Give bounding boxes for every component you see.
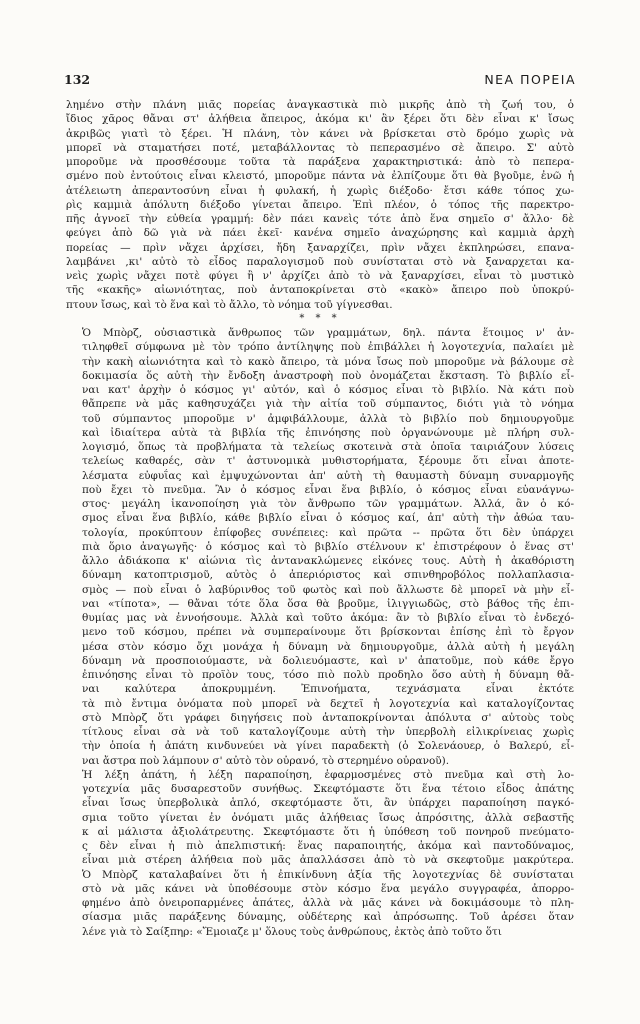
text-line: λαμβάνει ,κι' αὐτὸ τὸ εἶδος παραλογισμοῦ ποὺ συνίσταται στὸ νὰ ξαναρχεται κα- — [66, 255, 574, 268]
text-line: τοῦ σύμπαντος μποροῦμε ν' ἀμφιβάλλουμε, ἀλλὰ τὸ βιβλίο ποὺ δημιουργοῦμε — [82, 412, 574, 425]
running-header — [64, 72, 576, 87]
text-line: σμια τοῦτο γίνεται ἐν ὀνόματι μιᾶς ἀλήθειας ἴσως ἀπρόσιτης, ἀλλὰ σεβαστῆς — [82, 811, 574, 824]
text-line: ἄλλο ἀδιάκοπα κ' αἰώνια τὶς ἀντανακλώμενες εἰκόνες τους. Αὐτὴ ἡ ἀκαθόριστη — [82, 555, 574, 567]
text-line: λένε γιὰ τὸ Σαίξπηρ: «Ἔμοιαζε μ' ὅλους τοὺς ἀνθρώπους, ἐκτὸς ἀπὸ τοῦτο ὅτι — [82, 925, 502, 938]
text-line: πτουν ἴσως, καὶ τὸ ἕνα καὶ τὸ ἄλλο, τὸ νόημα τοῦ γίγνεσθαι. — [66, 298, 393, 311]
text-line: ναι κατ' ἀρχὴν ὁ κόσμος γι' αὐτόν, καὶ ὁ κόσμος εἶναι τὸ βιβλίο. Νὰ κάτι ποὺ — [82, 384, 574, 396]
text-line: ρὶς καμμιὰ ἀπόλυτη διέξοδο γίνεται ἄπειρο. Ἐπὶ πλέον, ὁ τόπος τῆς παρεκτρο- — [66, 198, 574, 211]
text-line: τολογία, προκύπτουν ἐπίφοβες συνέπειες: καὶ πρῶτα -- πρῶτα ὅτι δὲν ὑπάρχει — [82, 526, 574, 539]
text-line: φημένο ἀπὸ ὀνειροπαρμένες ἀπάτες, ἀλλὰ νὰ μᾶς κάνει νὰ δοκιμάσουμε τὸ πλη- — [82, 897, 574, 909]
text-line: γοτεχνία μᾶς δυσαρεστοῦν συνήθως. Σκεφτόμαστε ὅτι ἕνα τέτοιο εἶδος ἀπάτης — [82, 783, 574, 795]
text-line: στος· μεγάλη ἱκανοποίηση γιὰ τὸν ἄνθρωπο τῶν γραμμάτων. Ἀλλά, ἂν ὁ κό- — [82, 498, 574, 510]
text-line: Ὁ Μπὸρζ, οὐσιαστικὰ ἄνθρωπος τῶν γραμμάτων, δηλ. πάντα ἕτοιμος ν' ἀν- — [82, 327, 574, 339]
text-line: φεύγει ἀπὸ δῶ γιὰ νὰ πάει ἐκεῖ· κανένα σημεῖο ἀναχώρησης καὶ καμμιὰ ἀρχὴ — [66, 227, 574, 240]
text-line: σμένο ποὺ ἐντούτοις εἶναι κλειστό, μποροῦμε πάντα νὰ ἐλπίζουμε ὅτι θὰ βγοῦμε, ἐνῶ ἡ — [66, 170, 574, 183]
text-line: μενο τοῦ κόσμου, πρέπει νὰ συμπεραίνουμε ὅτι βρίσκονται ἐπίσης ἐπὶ τὸ ἔργον — [82, 626, 574, 639]
page-number: 132 — [64, 72, 91, 87]
text-line: θἄπρεπε νὰ μᾶς καθησυχάζει γιὰ τὴν αἰτία τοῦ σύμπαντος, διότι γιὰ τὸ νόημα — [82, 398, 574, 411]
text-line: πορείας — πρὶν νἄχει ἀρχίσει, ἤδη ξαναρχίζει, πρὶν νἄχει ἐκπληρώσει, επανα- — [66, 241, 574, 254]
text-line: καὶ ἰδιαίτερα αὐτὰ τὰ βιβλία τῆς ἐπινόησης ποὺ ὀργανώνουμε μὲ πλήρη συλ- — [82, 426, 574, 439]
paragraph-3 — [66, 768, 574, 939]
text-line: στὸ νὰ μᾶς κάνει νὰ ὑποθέσουμε στὸν κόσμο ἕνα μεγάλο συγγραφέα, ἀπορρο- — [82, 882, 574, 895]
text-line: σίασμα μιᾶς παράξενης δύναμης, οὐδέτερης καὶ ἀπρόσωπης. Τοῦ ἀρέσει ὅταν — [82, 911, 574, 924]
text-line: πῆς ἀγνοεῖ τὴν εὐθεία γραμμή: δὲν πάει κανεὶς τότε ἀπὸ ἕνα σημεῖο σ' ἄλλο· δὲ — [66, 213, 574, 225]
text-line: Ἡ λέξη ἀπάτη, ἡ λέξη παραποίηση, ἐφαρμοσμένες στὸ πνεῦμα καὶ στὴ λο- — [82, 768, 574, 781]
text-line: σμὸς — ποὺ εἶναι ὁ λαβύρινθος τοῦ φωτὸς καὶ ποὺ ἄλλωστε δὲ μπορεῖ νὰ μὴν εἶ- — [82, 583, 574, 596]
text-line: τίτλους εἶναι σὰ νὰ τοῦ καταλογίζουμε αὐτὴ τὴν ὑπερβολὴ εἰλικρίνειας χωρὶς — [82, 726, 574, 738]
text-line: λημένο στὴν πλάνη μιᾶς πορείας ἀναγκαστικὰ πιὸ μικρῆς ἀπὸ τὴ ζωή του, ὁ — [66, 99, 574, 111]
paragraph-1 — [66, 98, 574, 312]
text-line: λέσματα εὐφυΐας καὶ ἐμψυχώνονται ἀπ' αὐτὴ τὴ θαυμαστὴ δύναμη συναρμογῆς — [82, 469, 574, 482]
text-line: μποροῦμε νὰ προσθέσουμε τοῦτα τὰ παράξενα χαρακτηριστικά: ἀπὸ τὸ πεπερα- — [66, 156, 574, 168]
section-separator: * * * — [299, 312, 341, 324]
text-line: ς δὲν εἶναι ἡ πιὸ ἀπελπιστική: ἕνας παραποιητής, ἀκόμα καὶ παντοδύναμος, — [82, 840, 574, 852]
text-line: ναι ἄστρα ποὺ λάμπουν σ' αὐτὸ τὸν οὐρανό, τὸ στερημένο οὐρανοῦ). — [82, 754, 450, 767]
text-line: σμος εἶναι ἕνα βιβλίο, κάθε βιβλίο εἶναι ὁ κόσμος καί, ἀπ' αὐτὴ τὴν ἀθώα ταυ- — [82, 512, 574, 525]
text-line: δύναμη νὰ προσποιούμαστε, νὰ δολιευόμαστε, καὶ ν' ἀπατοῦμε, ποὺ κάθε ἔργο — [82, 654, 574, 667]
text-line: ναι καλύτερα ἀποκρυμμένη. Ἐπινοήματα, τεχνάσματα εἶναι ἐκτότε — [82, 683, 574, 696]
text-line: ἐπινόησης εἶναι τὸ προϊὸν τους, τόσο πιὸ πολὺ προδηλο ὅσο αὐτὴ ἡ δύναμη θἄ- — [82, 669, 574, 681]
text-line: πιὰ ὅριο ἀναγωγῆς· ὁ κόσμος καὶ τὸ βιβλίο στέλνουν κ' ἐπιστρέφουν ὁ ἕνας στ' — [82, 540, 574, 553]
text-line: λογισμό, ὅπως τὰ προβλήματα τὰ τελείως σκοτεινὰ στὰ ὁποῖα ταιριάζουν λύσεις — [82, 441, 574, 453]
text-line: ἀκριβῶς γιατὶ τὸ ξέρει. Ἡ πλάνη, τὸν κάνει νὰ βρίσκεται στὸ δρόμο χωρὶς νὰ — [66, 127, 574, 140]
text-line: ποὺ ἔχει τὸ πνεῦμα. Ἂν ὁ κόσμος εἶναι ἕνα βιβλίο, ὁ κόσμος εἶναι εὐανάγνω- — [82, 483, 574, 496]
text-line: θυμίας μας νὰ ἐννοήσουμε. Ἀλλὰ καὶ τοῦτο ἀκόμα: ἂν τὸ βιβλίο εἶναι τὸ ἐνδεχό- — [82, 612, 574, 624]
text-line: τὰ πιὸ ἔντιμα ὀνόματα ποὺ μπορεῖ νὰ δεχτεῖ ἡ λογοτεχνία καὶ καταλογίζοντας — [82, 697, 574, 710]
text-line: εἶναι μιὰ στέρεη ἀλήθεια ποὺ μᾶς ἀπαλλάσσει ἀπὸ τὸ νὰ σκεφτοῦμε μακρύτερα. — [82, 854, 574, 867]
text-line: εἶναι ἴσως ὑπερβολικὰ ἁπλό, σκεφτόμαστε ὅτι, ἂν ὑπάρχει παραποίηση παγκό- — [82, 797, 574, 810]
body-text — [66, 98, 574, 939]
text-line: μπορεῖ νὰ σταματήσει ποτέ, μεταβάλλοντας τὸ πεπερασμένο σὲ ἄπειρο. Σ' αὐτὸ — [66, 141, 574, 154]
text-line: κ αἱ μάλιστα ἀξιολάτρευτης. Σκεφτόμαστε ὅτι ἡ ὑπόθεση τοῦ πονηροῦ πνεύματο- — [82, 825, 574, 838]
text-line: ναι «τίποτα», — θἄναι τότε ὅλα ὅσα θὰ βροῦμε, ἰλιγγιωδῶς, στὸ βάθος τῆς ἐπι- — [82, 597, 574, 610]
text-line: Ὁ Μπὸρζ καταλαβαίνει ὅτι ἡ ἐπικίνδυνη ἀξία τῆς λογοτεχνίας δὲ συνίσταται — [82, 868, 574, 881]
text-line: μέσα στὸν κόσμο ὄχι μονάχα ἡ δύναμη νὰ δημιουργοῦμε, ἀλλὰ αὐτὴ ἡ μεγάλη — [82, 640, 574, 653]
text-line: δοκιμασία ὅς αὐτὴ τὴν ἔνδοξη ἀναστροφὴ ποὺ ὀνομάζεται ἔκσταση. Τὸ βιβλίο εἶ- — [82, 369, 574, 382]
paragraph-2 — [66, 326, 574, 768]
text-line: δύναμη κατοπτρισμοῦ, αὐτὸς ὁ ἀπεριόριστος καὶ σπινθηροβόλος πολλαπλασια- — [82, 569, 574, 582]
text-line: τὴν κακὴ αἰωνιότητα καὶ τὸ κακὸ ἄπειρο, τὰ μόνα ἴσως ποὺ μποροῦμε νὰ βάλουμε σὲ — [82, 355, 574, 368]
journal-title: ΝΕΑ ΠΟΡΕΙΑ — [484, 72, 576, 87]
text-line: τῆς «κακῆς» αἰωνιότητας, ποὺ ἀνταποκρίνεται στὸ «κακὸ» ἄπειρο ποὺ ὑποκρύ- — [66, 284, 574, 297]
text-line: ἀτέλειωτη ἀπεραντοσύνη εἶναι ἡ φυλακή, ἡ χωρὶς διέξοδο· ἔτσι κάθε τόπος χω- — [66, 184, 574, 197]
text-line: στὸ Μπὸρζ ὅτι γράφει διηγήσεις ποὺ ἀνταποκρίνονται ἀπόλυτα σ' αὐτοὺς τοὺς — [82, 711, 574, 724]
text-line: ἴδιος χᾶρος θἄναι στ' ἀλήθεια ἄπειρος, ἀκόμα κι' ἂν ξέρει ὅτι δὲν εἶναι κ' ἴσως — [66, 113, 574, 126]
text-line: τὴν ὁποία ἡ ἀπάτη κινδυνεύει νὰ γίνει παραδεκτὴ (ὁ Σολενάουερ, ὁ Βαλερύ, εἶ- — [82, 740, 574, 753]
text-line: τελείως καθαρές, σὰν τ' ἀστυνομικὰ μυθιστορήματα, ξέρουμε ὅτι εἶναι ἀποτε- — [82, 455, 574, 468]
text-line: νεὶς χωρὶς νἄχει ποτὲ φύγει ἢ ν' ἀρχίζει ἀπὸ τὸ νὰ ξαναρχίσει, εἶναι τὸ μυστικὸ — [66, 270, 574, 282]
text-line: τιληφθεῖ σύμφωνα μὲ τὸν τρόπο ἀντίληψης ποὺ ἐπιβάλλει ἡ λογοτεχνία, παλαίει μὲ — [82, 341, 574, 354]
